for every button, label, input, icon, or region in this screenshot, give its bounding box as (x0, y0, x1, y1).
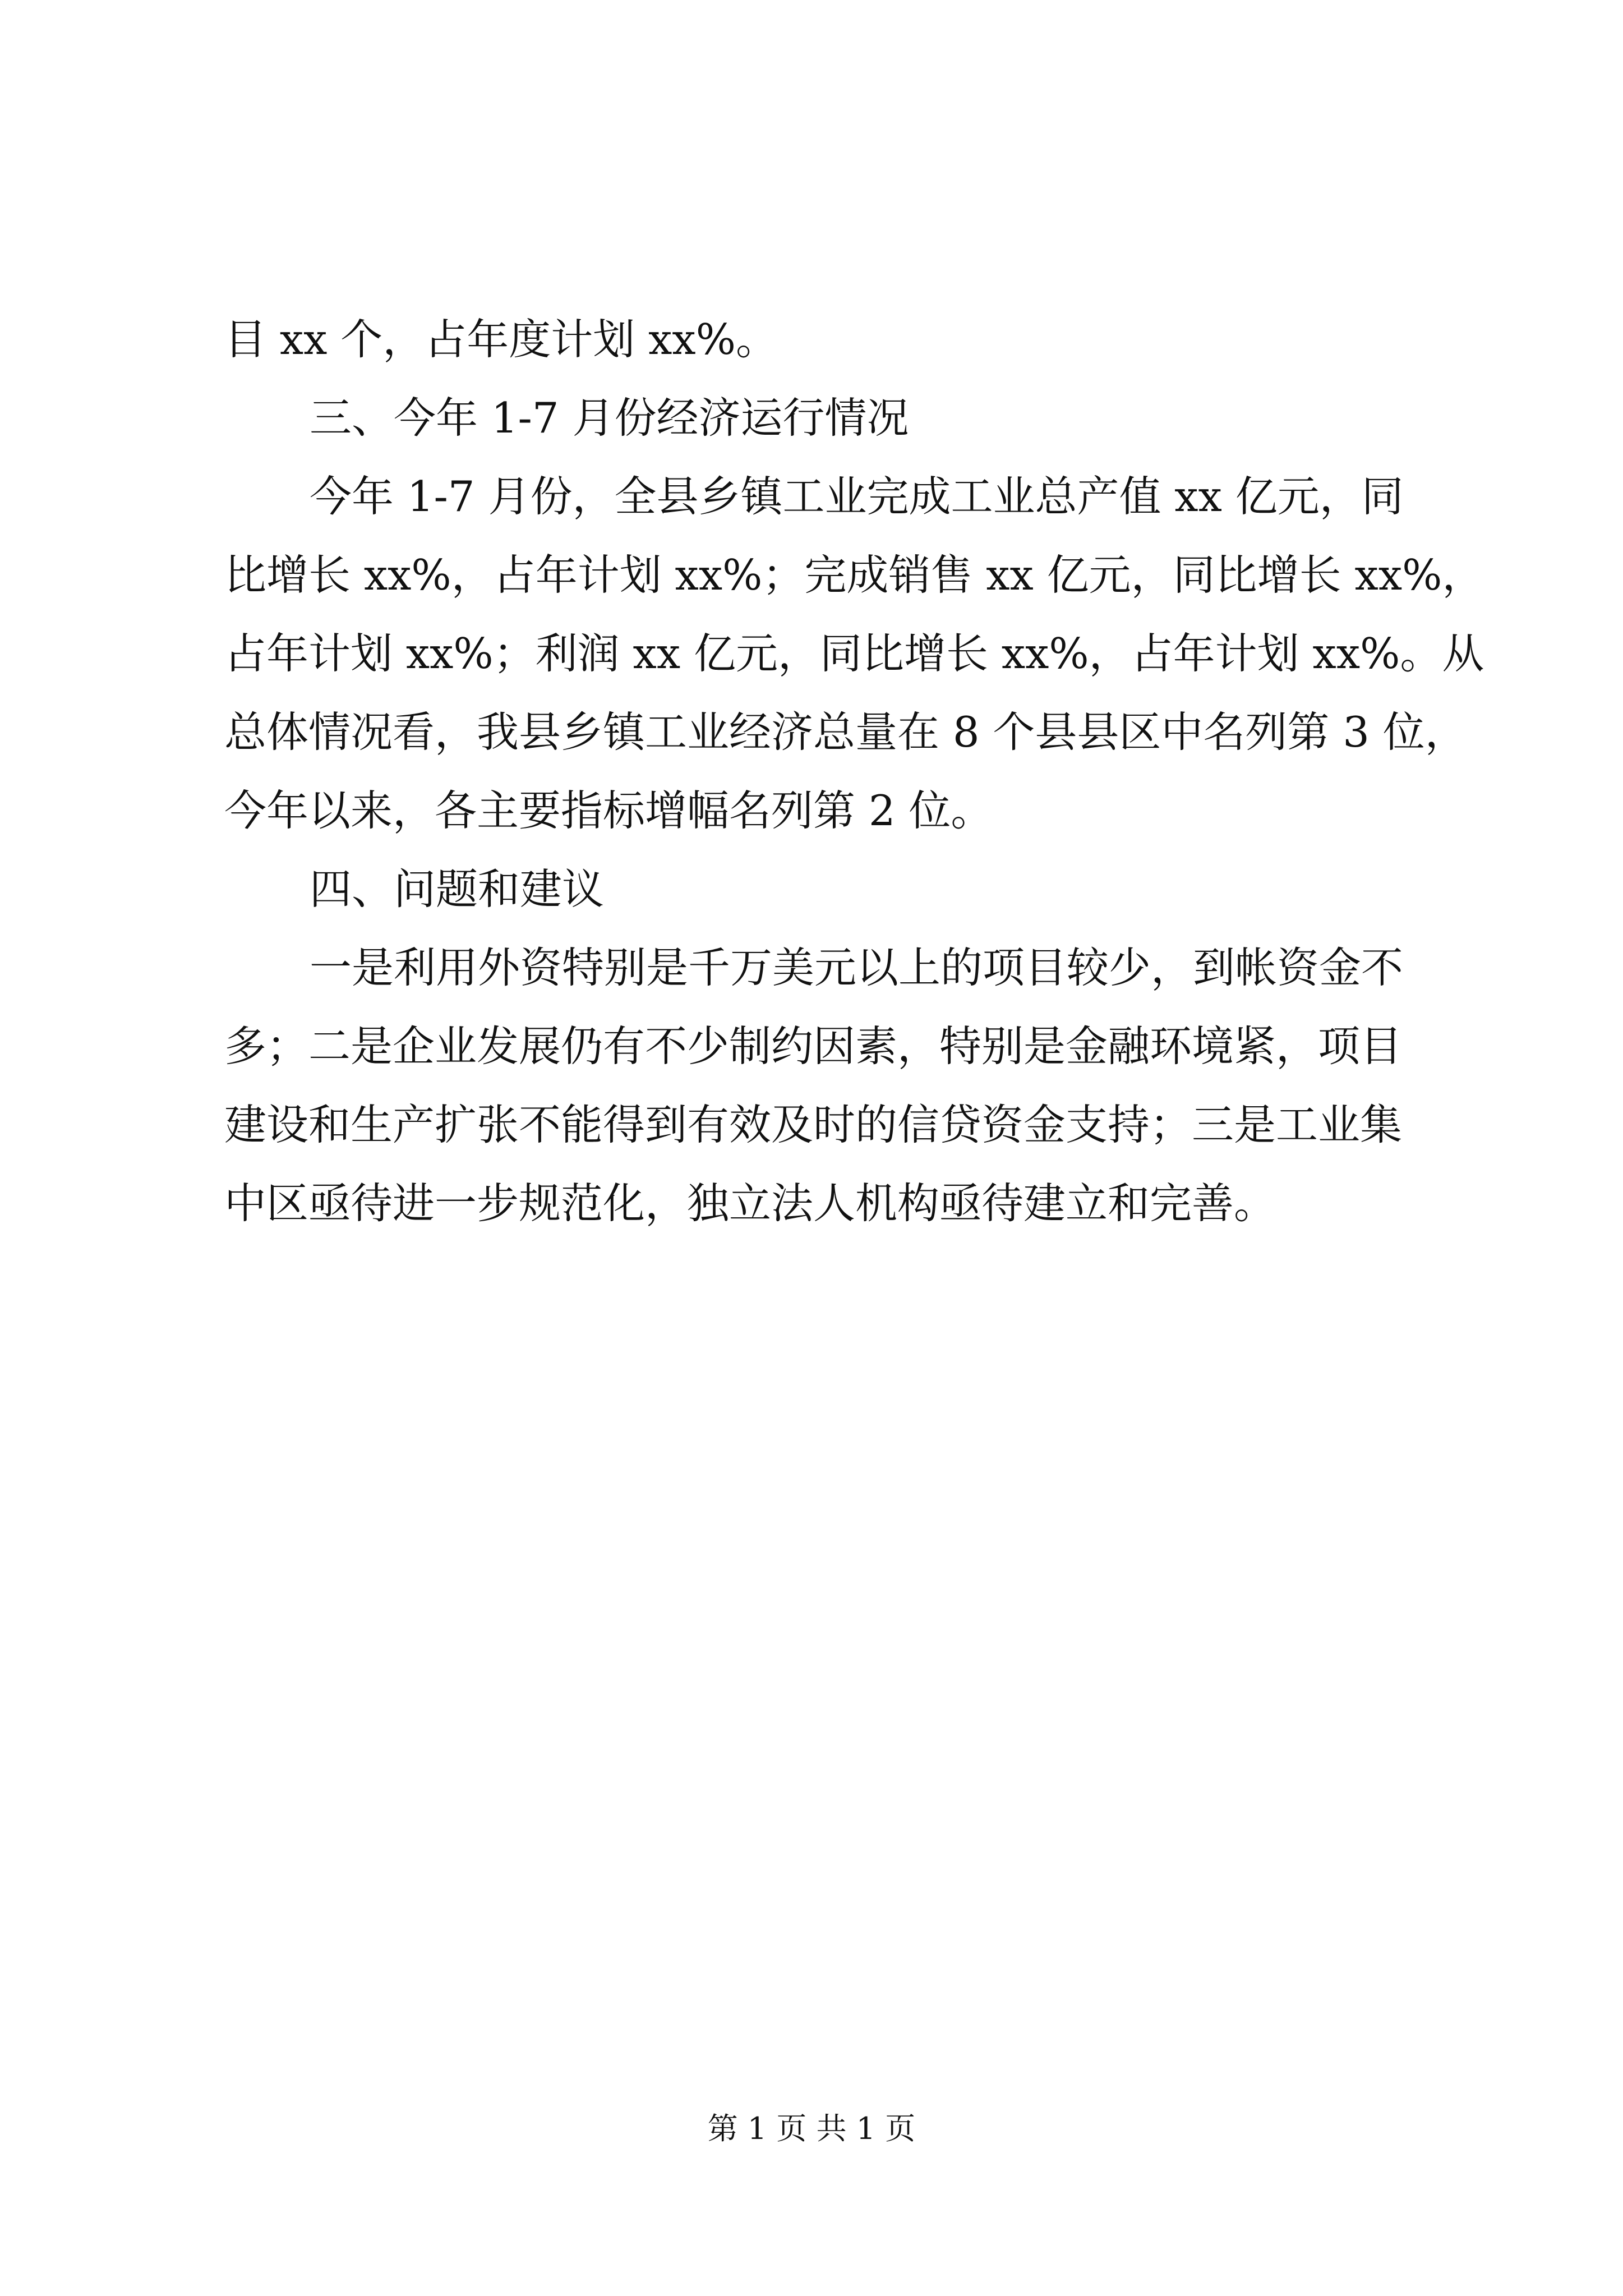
text-line-7: 今年以来，各主要指标增幅名列第 2 位。 (224, 786, 993, 835)
text-line-10: 多；二是企业发展仍有不少制约因素，特别是金融环境紧，项目 (224, 1022, 1403, 1071)
text-line-11: 建设和生产扩张不能得到有效及时的信贷资金支持；三是工业集 (224, 1100, 1403, 1149)
section-heading-4: 四、问题和建议 (310, 864, 605, 914)
text-line-12: 中区亟待进一步规范化，独立法人机构亟待建立和完善。 (224, 1179, 1276, 1228)
text-line-3: 今年 1-7 月份，全县乡镇工业完成工业总产值 xx 亿元，同 (310, 472, 1404, 521)
text-line-6: 总体情况看，我县乡镇工业经济总量在 8 个县县区中名列第 3 位， (224, 707, 1467, 757)
section-heading-3: 三、今年 1-7 月份经济运行情况 (310, 393, 909, 443)
text-line-5: 占年计划 xx%；利润 xx 亿元，同比增长 xx%，占年计划 xx%。从 (224, 629, 1484, 678)
text-line-4: 比增长 xx%，占年计划 xx%；完成销售 xx 亿元，同比增长 xx%， (224, 550, 1484, 600)
text-line-9: 一是利用外资特别是千万美元以上的项目较少，到帐资金不 (310, 943, 1404, 992)
text-line-1: 目 xx 个，占年度计划 xx%。 (224, 315, 778, 364)
page-number-footer: 第 1 页 共 1 页 (707, 2111, 916, 2146)
